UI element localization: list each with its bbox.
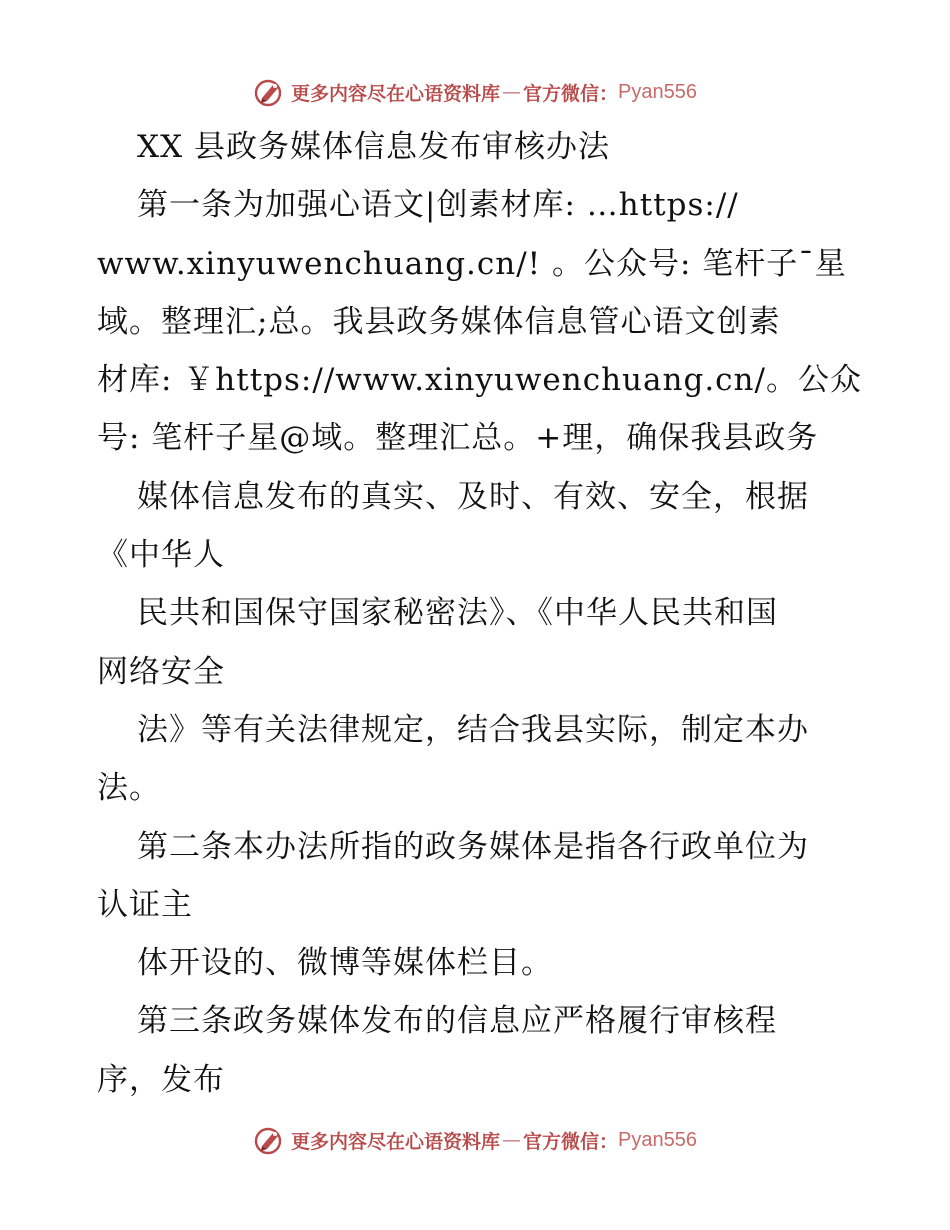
banner-dash: — xyxy=(502,1129,522,1151)
text-line: 第一条为加强心语文|创素材库: …https:// xyxy=(137,187,739,224)
pen-nib-circle-icon xyxy=(253,76,285,108)
banner-wechat-id: Pyan556 xyxy=(618,80,697,103)
text-line: 材库: ￥https://www.xinyuwenchuang.cn/。公众 xyxy=(97,362,862,399)
text-line: 网络安全 xyxy=(97,653,225,690)
text-line: 媒体信息发布的真实、及时、有效、安全，根据 xyxy=(137,478,809,515)
footer-watermark-banner xyxy=(0,1120,950,1160)
header-watermark-banner xyxy=(0,72,950,112)
text-line: 《中华人 xyxy=(97,537,225,574)
banner-wechat-id: Pyan556 xyxy=(618,1128,697,1151)
banner-wechat-label: 官方微信： xyxy=(523,82,619,105)
banner-wechat-label: 官方微信： xyxy=(523,1130,619,1153)
text-line: 法。 xyxy=(97,770,161,807)
text-line: 号: 笔杆子星@域。整理汇总。+理，确保我县政务 xyxy=(97,420,819,457)
banner-text: 更多内容尽在心语资料库 xyxy=(291,1130,501,1153)
text-line: 第二条本办法所指的政务媒体是指各行政单位为 xyxy=(137,828,809,865)
text-line: 序，发布 xyxy=(97,1061,225,1098)
banner-dash: — xyxy=(502,81,522,103)
pen-nib-circle-icon xyxy=(253,1124,285,1156)
text-line: 体开设的、微博等媒体栏目。 xyxy=(137,945,553,982)
document-title: XX 县政务媒体信息发布审核办法 xyxy=(137,129,610,165)
text-line: 域。整理汇;总。我县政务媒体信息管心语文创素 xyxy=(97,303,781,340)
banner-text: 更多内容尽在心语资料库 xyxy=(291,82,501,105)
text-line: 认证主 xyxy=(97,886,193,923)
text-line: 民共和国保守国家秘密法》、《中华人民共和国 xyxy=(137,595,778,632)
text-line: www.xinyuwenchuang.cn/! 。公众号: 笔杆子¯星 xyxy=(97,245,847,282)
document-body xyxy=(97,118,862,1109)
text-line: 第三条政务媒体发布的信息应严格履行审核程 xyxy=(137,1003,777,1040)
text-line: 法》等有关法律规定，结合我县实际，制定本办 xyxy=(137,711,809,748)
